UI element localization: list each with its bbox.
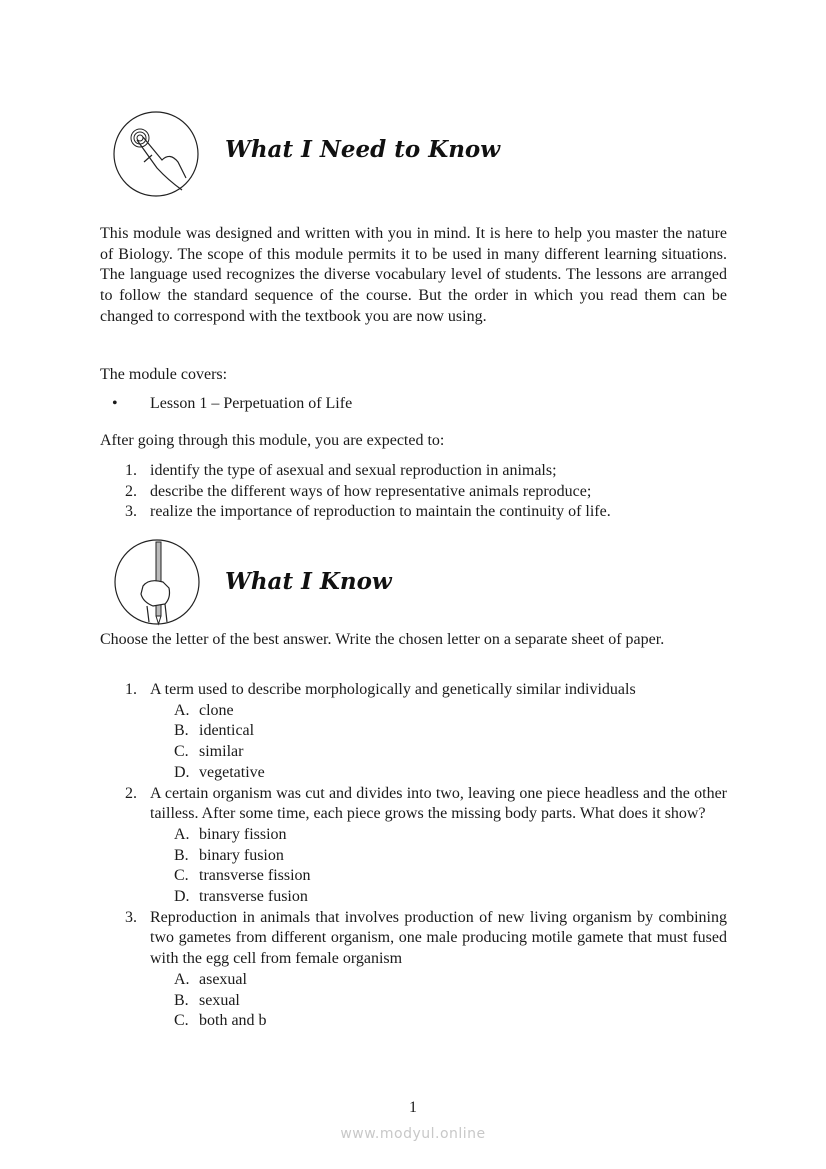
hand-pencil-icon: [113, 538, 201, 626]
objective-item: 3. realize the importance of reproduction to maintain the continuity of life.: [125, 503, 611, 521]
question-3: 3. Reproduction in animals that involves production of new living organism by combining two gametes from different organism, one male producing motile gamete that must fused with the egg cell from female organism A. asexual B. sexual C. both and b: [125, 908, 727, 1032]
question-1: 1. A term used to describe morphologically and genetically similar individuals A. clone B. identical C. similar D. vegetative: [125, 680, 727, 784]
option: C. similar: [174, 743, 244, 761]
option: C. both and b: [174, 1012, 267, 1030]
option: B. identical: [174, 722, 255, 740]
option: B. binary fusion: [174, 846, 284, 864]
objective-item: 2. describe the different ways of how representative animals reproduce;: [125, 482, 592, 500]
option: C. transverse fission: [174, 867, 311, 885]
watermark: www.modyul.online: [340, 1126, 486, 1142]
section-title-what-i-know: What I Know: [225, 568, 392, 595]
objective-item: 1. identify the type of asexual and sexual reproduction in animals;: [125, 462, 557, 479]
covers-label: The module covers:: [100, 366, 228, 383]
instructions: Choose the letter of the best answer. Write the chosen letter on a separate sheet of paper.: [100, 631, 665, 648]
expected-label: After going through this module, you are expected to:: [100, 432, 445, 449]
intro-paragraph: This module was designed and written with you in mind. It is here to help you master the nature of Biology. The scope of this module permits it to be used in many different learning situations. The language used recognizes the diverse vocabulary level of students. The lessons are arranged to follow the standard sequence of the course. But the order in which you read them can be changed to correspond with the textbook you are now using.: [100, 225, 727, 325]
objectives-list: [125, 461, 611, 523]
hand-touch-icon: [112, 110, 200, 198]
question-list: [125, 680, 727, 1032]
page-number: 1: [409, 1099, 417, 1116]
option: A. asexual: [174, 970, 247, 988]
option: B. sexual: [174, 991, 240, 1009]
option: A. binary fission: [174, 825, 287, 843]
option: A. clone: [174, 701, 234, 719]
question-2: 2. A certain organism was cut and divides into two, leaving one piece headless and the other tailless. After some time, each piece grows the missing body parts. What does it show? A. binary fission B. binary fusion C. transverse fission D. transverse fusion: [125, 784, 727, 908]
lesson-list-item: • Lesson 1 – Perpetuation of Life: [112, 394, 352, 415]
bullet: •: [112, 395, 118, 412]
option: D. vegetative: [174, 763, 265, 781]
section-title-what-i-need-to-know: What I Need to Know: [225, 136, 501, 163]
option: D. transverse fusion: [174, 888, 308, 906]
